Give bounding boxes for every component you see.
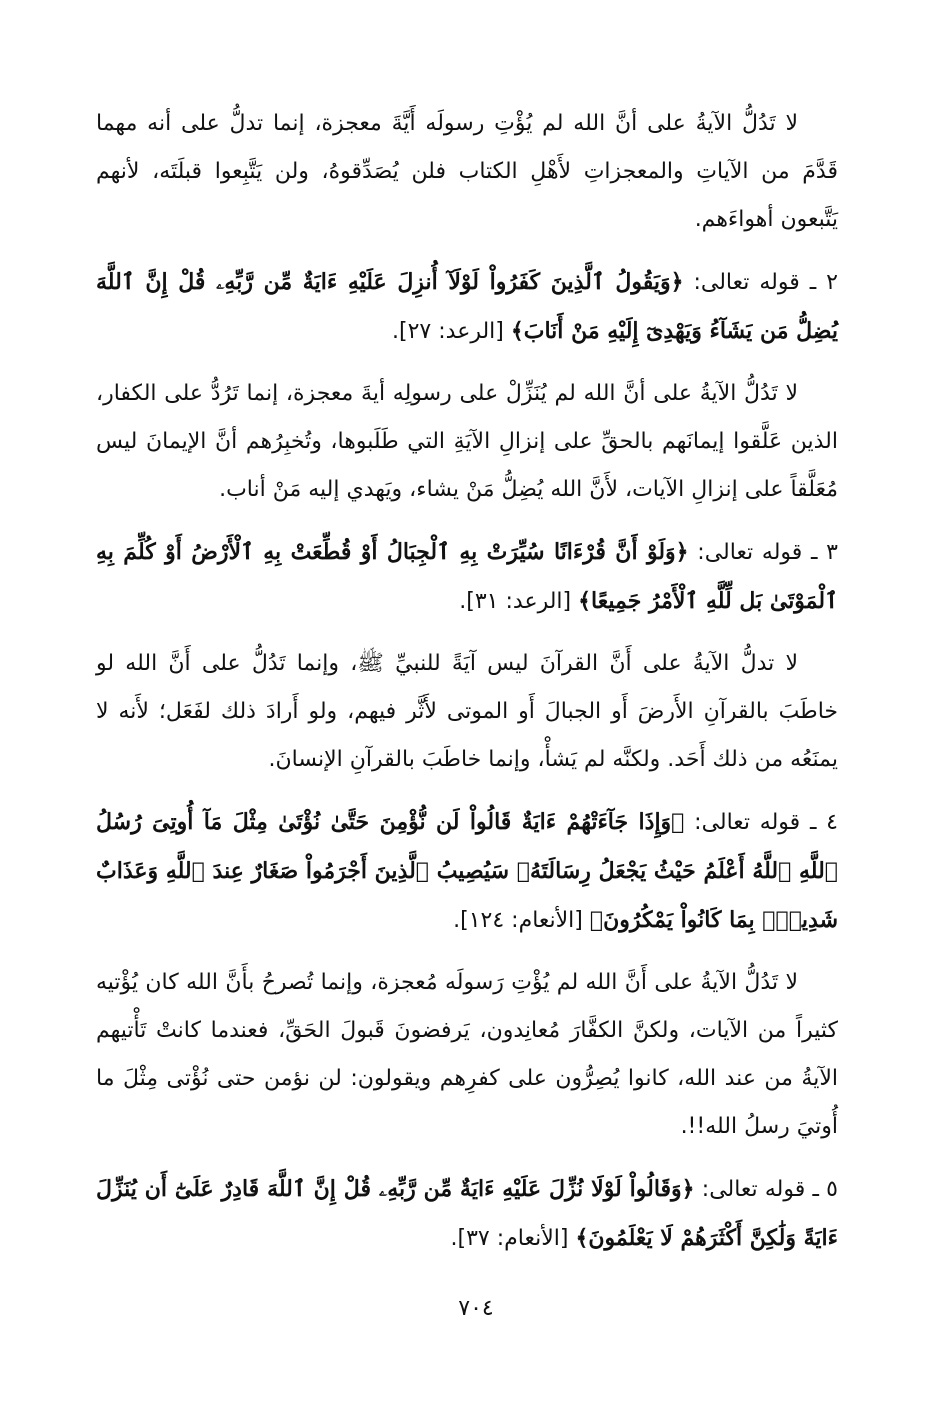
page-body (96, 100, 838, 1277)
verse-quote-4 (96, 798, 838, 945)
verse-reference: [الأنعام: ١٢٤]. (453, 908, 590, 933)
quran-verse: ﴿وَلَوْ أَنَّ قُرْءَانًا سُيِّرَتْ بِهِ ٱلْجِبَالُ أَوْ قُطِّعَتْ بِهِ ٱلْأَرْضُ أَوْ كُلِّمَ بِهِ ٱلْمَوْتَىٰ بَل لِّلَّهِ ٱلْأَمْرُ جَمِيعًا﴾ (96, 539, 838, 614)
quote-intro: ٢ ـ قوله تعالى: (683, 270, 838, 295)
verse-quote-2 (96, 258, 838, 356)
verse-reference: [الأنعام: ٣٧]. (450, 1226, 576, 1251)
page-number: ٧٠٤ (458, 1296, 494, 1321)
commentary-paragraph-2: لا تَدُلُّ الآيةُ على أنَّ الله لم يُنَزِّلْ على رسولِه أيةَ معجزة، إنما تَرُدُّ على الكفار، الذين عَلَّقوا إيمانَهم بالحقِّ على إنزالِ الآيَةِ التي طَلَبوها، وتُخبِرُهم أنَّ الإيمانَ ليس مُعَلَّقاً على إنزالِ الآيات، لأَنَّ الله يُضِلُّ مَنْ يشاء، ويَهدي إليه مَنْ أناب. (96, 381, 838, 502)
verse-reference: [الرعد: ٣١]. (459, 589, 579, 614)
quran-verse: ﴿وَقَالُواْ لَوْلَا نُزِّلَ عَلَيْهِ ءَايَةٌ مِّن رَّبِّهِۦ قُلْ إِنَّ ٱللَّهَ قَادِرٌ عَلَىٰٓ أَن يُنَزِّلَ ءَايَةً وَلَٰكِنَّ أَكْثَرَهُمْ لَا يَعْلَمُونَ﴾ (96, 1176, 838, 1251)
quote-intro: ٤ ـ قوله تعالى: (684, 810, 838, 835)
verse-reference: [الرعد: ٢٧]. (392, 319, 511, 344)
commentary-paragraph-1: لا تَدُلُّ الآيةُ على أنَّ الله لم يُؤْتِ رسولَه أَيَّةَ معجزة، إنما تدلُّ على أنه مهما قَدَّمَ من الآياتِ والمعجزاتِ لأَهْلِ الكتاب فلن يُصَدِّقوهُ، ولن يَتَّبِعوا قبلَتَه، لأنهم يَتَّبعون أهواءَهم. (96, 111, 838, 232)
quote-intro: ٣ ـ قوله تعالى: (688, 540, 838, 565)
quran-verse: ﴿وَيَقُولُ ٱلَّذِينَ كَفَرُواْ لَوْلَآ أُنزِلَ عَلَيْهِ ءَايَةٌ مِّن رَّبِّهِۦ قُلْ إِنَّ ٱللَّهَ يُضِلُّ مَن يَشَآءُ وَيَهْدِىٓ إِلَيْهِ مَنْ أَنَابَ﴾ (96, 269, 838, 344)
verse-quote-5 (96, 1165, 838, 1263)
commentary-paragraph-4: لا تَدُلُّ الآيةُ على أَنَّ الله لم يُؤْتِ رَسولَه مُعجزة، وإنما تُصرحُ بأَنَّ الله كان يُؤْتيه كثيراً من الآيات، ولكنَّ الكفَّارَ مُعانِدون، يَرفضونَ قَبولَ الحَقِّ، فعندما كانتْ تَأْتيهم الآيةُ من عند الله، كانوا يُصِرُّون على كفرِهم ويقولون: لن نؤمن حتى نُؤْتى مِثْلَ ما أُوتيَ رسلُ الله!!. (96, 970, 838, 1139)
quran-verse: ﴿وَإِذَا جَآءَتْهُمْ ءَايَةٌ قَالُواْ لَن نُّؤْمِنَ حَتَّىٰ نُؤْتَىٰ مِثْلَ مَآ أُوتِىَ رُسُلُ ٱللَّهِ ٱللَّهُ أَعْلَمُ حَيْثُ يَجْعَلُ رِسَالَتَهُۥ سَيُصِيبُ ٱلَّذِينَ أَجْرَمُواْ صَغَارٌ عِندَ ٱللَّهِ وَعَذَابٌ شَدِيدٌۢ بِمَا كَانُواْ يَمْكُرُونَ﴾ (96, 809, 838, 933)
verse-quote-3 (96, 528, 838, 626)
quote-intro: ٥ ـ قوله تعالى: (694, 1177, 838, 1202)
commentary-paragraph-3: لا تدلُّ الآيةُ على أَنَّ القرآنَ ليس آيَةً للنبيِّ ﷺ، وإنما تَدُلُّ على أَنَّ الله لو خاطَبَ بالقرآنِ الأَرضَ أَو الجبالَ أَو الموتى لأَثَّر فيهم، ولو أَرادَ ذلك لفَعَل؛ لأَنه لا يمنَعُه من ذلك أَحَد. ولكنَّه لم يَشأْ، وإنما خاطَبَ بالقرآنِ الإنسانَ. (96, 651, 838, 772)
